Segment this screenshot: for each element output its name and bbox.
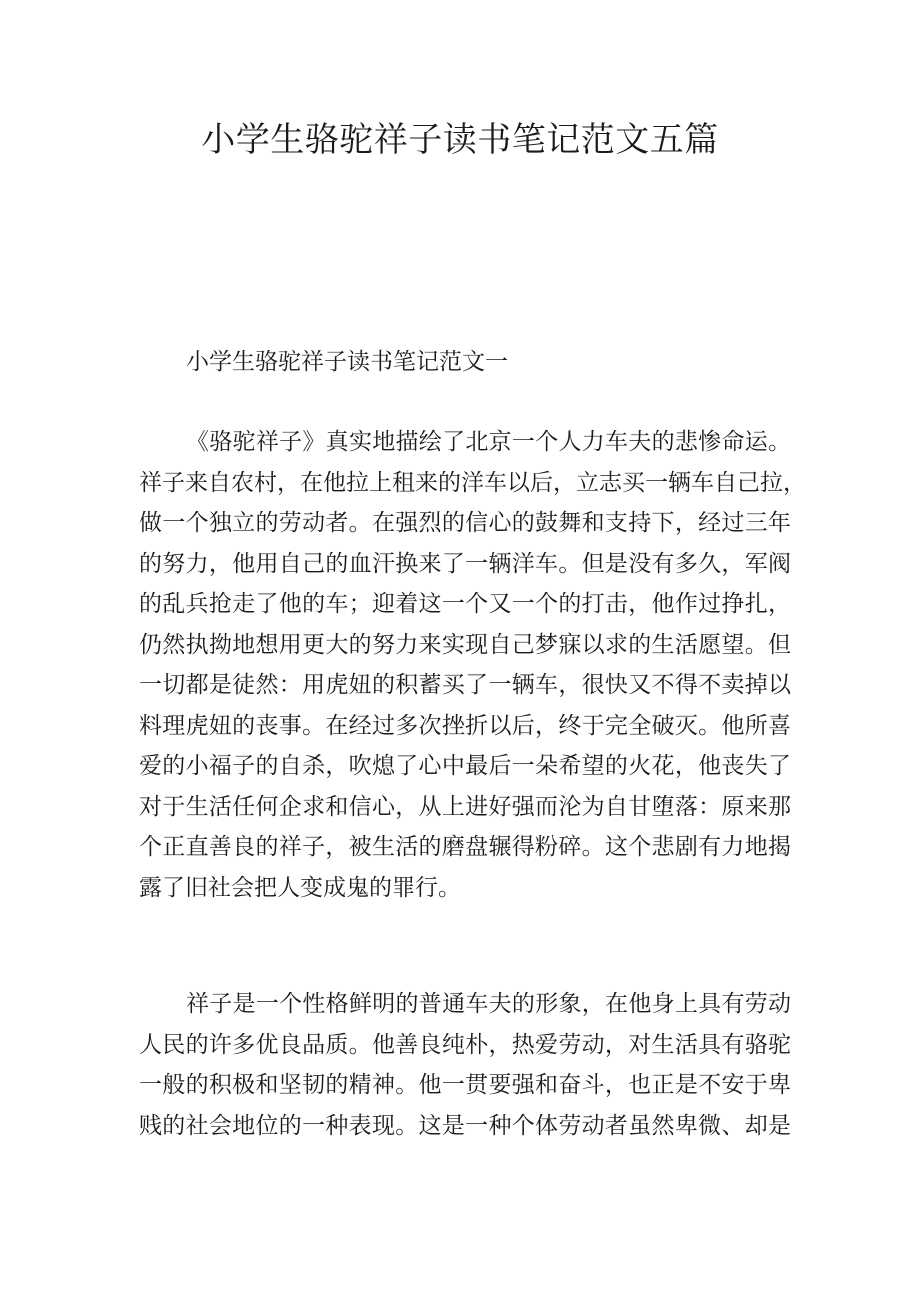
paragraph-line: 个正直善良的祥子，被生活的磨盘辗得粉碎。这个悲剧有力地揭	[139, 834, 791, 860]
paragraph-line: 《骆驼祥子》真实地描绘了北京一个人力车夫的悲惨命运。	[186, 429, 791, 455]
paragraph-line: 露了旧社会把人变成鬼的罪行。	[139, 874, 461, 901]
paragraph-line: 对于生活任何企求和信心，从上进好强而沦为自甘堕落：原来那	[139, 793, 791, 820]
paragraph-line: 的努力，他用自己的血汗换来了一辆洋车。但是没有多久，军阀	[139, 550, 791, 577]
section-heading: 小学生骆驼祥子读书笔记范文一	[186, 349, 508, 375]
paragraph-line: 爱的小福子的自杀，吹熄了心中最后一朵希望的火花，他丧失了	[139, 753, 791, 779]
document-title: 小学生骆驼祥子读书笔记范文五篇	[201, 120, 719, 160]
paragraph-line: 祥子来自农村，在他拉上租来的洋车以后，立志买一辆车自己拉，	[139, 469, 806, 496]
paragraph-line: 贱的社会地位的一种表现。这是一种个体劳动者虽然卑微、却是	[139, 1112, 791, 1139]
paragraph-line: 一般的积极和坚韧的精神。他一贯要强和奋斗，也正是不安于卑	[139, 1072, 791, 1098]
paragraph-1	[139, 422, 806, 908]
paragraph-2	[139, 984, 791, 1146]
paragraph-line: 人民的许多优良品质。他善良纯朴，热爱劳动，对生活具有骆驼	[139, 1031, 791, 1058]
paragraph-line: 祥子是一个性格鲜明的普通车夫的形象，在他身上具有劳动	[186, 991, 791, 1017]
paragraph-line: 料理虎妞的丧事。在经过多次挫折以后，终于完全破灭。他所喜	[139, 712, 791, 739]
paragraph-line: 仍然执拗地想用更大的努力来实现自己梦寐以求的生活愿望。但	[139, 631, 791, 658]
paragraph-line: 一切都是徒然：用虎妞的积蓄买了一辆车，很快又不得不卖掉以	[139, 672, 791, 698]
paragraph-line: 做一个独立的劳动者。在强烈的信心的鼓舞和支持下，经过三年	[139, 510, 791, 536]
paragraph-line: 的乱兵抢走了他的车；迎着这一个又一个的打击，他作过挣扎，	[139, 591, 791, 617]
